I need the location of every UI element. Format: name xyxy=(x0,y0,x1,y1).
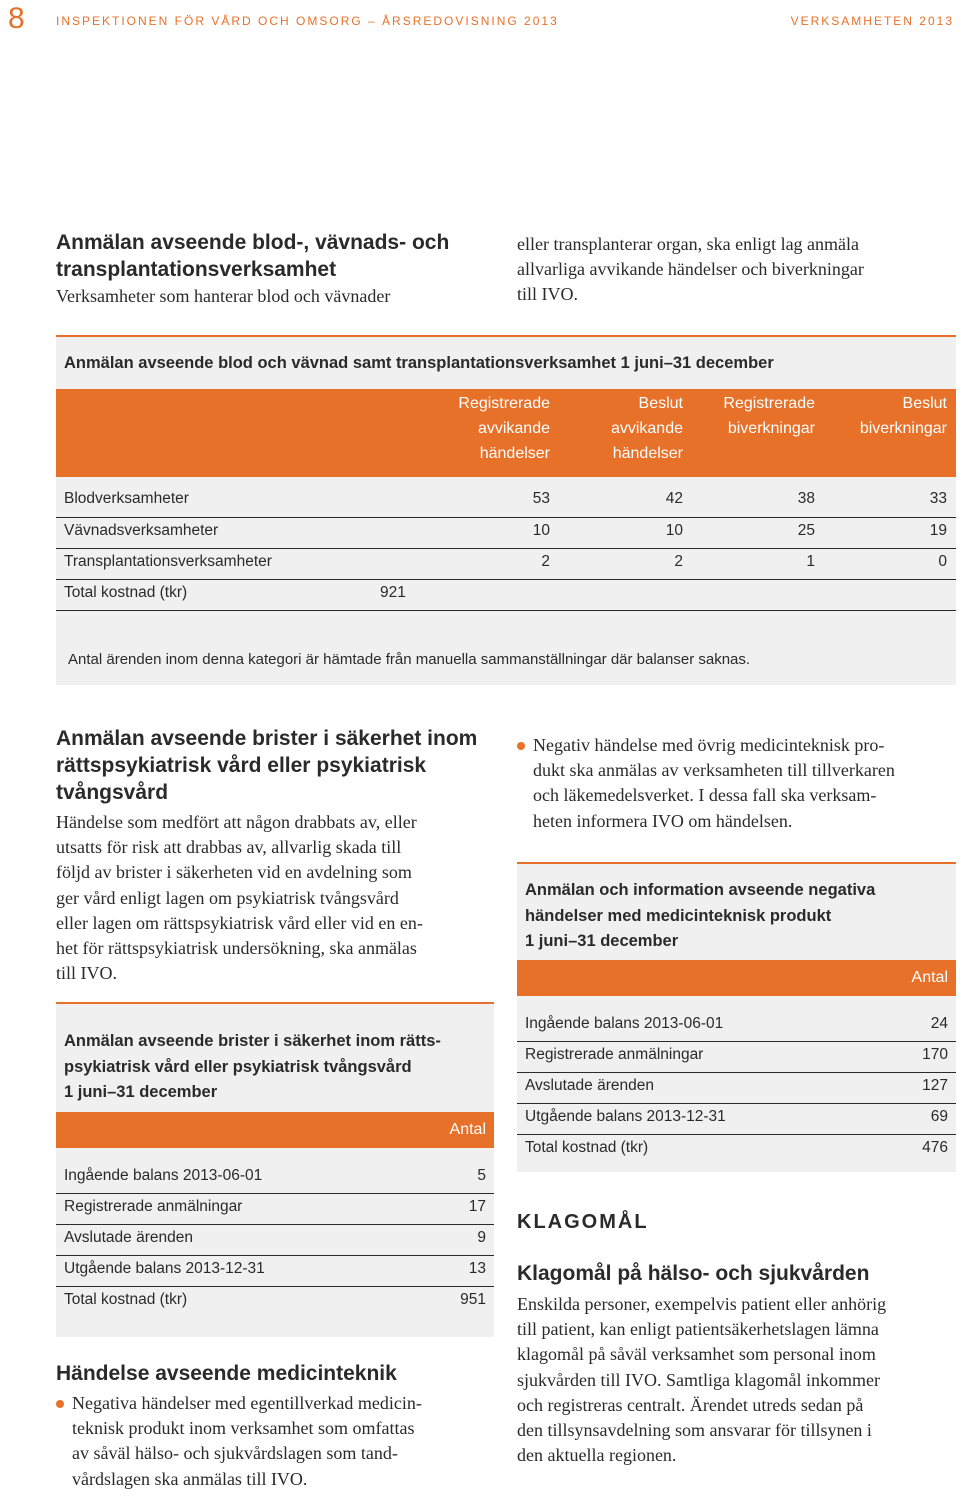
row-label: Total kostnad (tkr) xyxy=(64,1291,188,1308)
page-number: 8 xyxy=(8,2,25,35)
table-header xyxy=(517,960,956,996)
header-line: Registrerade xyxy=(458,395,550,412)
bullet-text xyxy=(533,733,895,834)
cell-value: 25 xyxy=(797,522,815,539)
text-line: Negativ händelse med övrig medicinteknisk pro- xyxy=(533,735,885,755)
bullet-icon xyxy=(56,1400,64,1408)
row-label: Avslutade ärenden xyxy=(64,1229,193,1246)
section-intro: Verksamheter som hanterar blod och vävnader xyxy=(56,286,391,306)
table-blood-tissue xyxy=(56,335,956,685)
title-line: händelser med medicinteknisk produkt xyxy=(525,906,832,925)
text-line: till patient, kan enligt patientsäkerhetslagen lämna xyxy=(517,1319,879,1340)
header-line: händelser xyxy=(479,445,550,462)
header-line: biverkningar xyxy=(859,420,947,437)
text-line: sjukvården till IVO. Samtliga klagomål inkommer xyxy=(517,1369,880,1390)
cell-value: 17 xyxy=(468,1198,486,1215)
table-row xyxy=(56,518,956,549)
table-row xyxy=(517,1042,956,1073)
text-line: het för rättspsykiatrisk undersökning, ska anmälas xyxy=(56,938,417,959)
table-footnote: Antal ärenden inom denna kategori är hämtade från manuella sammanställningar där balanser saknas. xyxy=(68,651,751,668)
table-row xyxy=(517,1011,956,1042)
cell-value: 1 xyxy=(806,553,815,570)
text-line: av såväl hälso- och sjukvårdslagen som tand- xyxy=(72,1443,398,1464)
cell-value: 0 xyxy=(938,553,947,570)
cell-value: 170 xyxy=(922,1046,948,1063)
table-medtech xyxy=(517,862,956,1172)
cell-value: 951 xyxy=(460,1291,486,1308)
section-body-psychiatric xyxy=(56,810,423,986)
table-row xyxy=(517,1073,956,1104)
cell-value: 24 xyxy=(930,1015,948,1032)
table-header xyxy=(56,1112,494,1148)
text-line: Händelse som medfört att någon drabbats av, eller xyxy=(56,812,417,832)
text-line: den tillsynsavdelning som ansvarar för tillsynen i xyxy=(517,1420,872,1441)
cell-value: 476 xyxy=(922,1139,948,1156)
section-kicker: KLAGOMÅL xyxy=(517,1211,649,1233)
header-line: biverkningar xyxy=(727,420,815,437)
row-label: Utgående balans 2013-12-31 xyxy=(525,1108,726,1125)
table-header xyxy=(56,389,956,477)
row-label: Total kostnad (tkr) xyxy=(525,1139,649,1156)
cell-value: 10 xyxy=(665,522,683,539)
table-row-total xyxy=(56,1287,494,1318)
col-header-count: Antal xyxy=(449,1121,486,1138)
col-header-decided-reactions xyxy=(827,391,947,441)
bullet-icon xyxy=(517,742,525,750)
row-label: Ingående balans 2013-06-01 xyxy=(64,1167,263,1184)
col-header-registered-reactions xyxy=(695,391,815,441)
cell-value: 33 xyxy=(929,490,947,507)
cell-value: 13 xyxy=(468,1260,486,1277)
cell-value: 127 xyxy=(922,1077,948,1094)
text-line: klagomål på såväl verksamhet som personal inom xyxy=(517,1344,876,1365)
table-row xyxy=(56,1225,494,1256)
row-label: Registrerade anmälningar xyxy=(525,1046,704,1063)
table-row xyxy=(56,1256,494,1287)
text-line: ger vård enligt lagen om psykiatrisk tvångsvård xyxy=(56,887,399,908)
cell-value: 53 xyxy=(532,490,550,507)
cell-value: 5 xyxy=(477,1167,486,1184)
text-line: vårdslagen ska anmälas till IVO. xyxy=(72,1468,308,1489)
text-line: till IVO. xyxy=(517,284,578,304)
text-line: följd av brister i säkerheten vid en avdelning som xyxy=(56,862,412,883)
text-line: allvarliga avvikande händelser och biverkningar xyxy=(517,259,864,279)
cell-value: 19 xyxy=(929,522,947,539)
row-label: Ingående balans 2013-06-01 xyxy=(525,1015,724,1032)
cell-value: 10 xyxy=(532,522,550,539)
header-line: Beslut xyxy=(638,395,683,412)
table-row xyxy=(56,1163,494,1194)
section-heading-complaints: Klagomål på hälso- och sjukvården xyxy=(517,1262,870,1285)
section-heading-psychiatric xyxy=(56,725,477,806)
cell-value: 9 xyxy=(477,1229,486,1246)
section-intro-continued xyxy=(517,232,864,307)
table-row-total xyxy=(56,580,956,611)
heading-line: rättspsykiatrisk vård eller psykiatrisk xyxy=(56,754,427,777)
table-row xyxy=(56,549,956,580)
text-line: den aktuella regionen. xyxy=(517,1445,677,1466)
header-line: avvikande xyxy=(477,420,550,437)
section-heading-blood-tissue xyxy=(56,229,449,283)
table-psychiatric xyxy=(56,1002,494,1337)
running-head-left: INSPEKTIONEN FÖR VÅRD OCH OMSORG – ÅRSREDOVISNING 2013 xyxy=(56,14,559,28)
bullet-text xyxy=(72,1391,422,1492)
table-row xyxy=(56,1194,494,1225)
col-header-registered-events xyxy=(430,391,550,466)
cell-value: 42 xyxy=(665,490,683,507)
row-label: Blodverksamheter xyxy=(64,490,189,507)
cell-value: 2 xyxy=(541,553,550,570)
table-title xyxy=(64,1029,441,1106)
text-line: Enskilda personer, exempelvis patient eller anhörig xyxy=(517,1294,887,1314)
cell-value: 2 xyxy=(674,553,683,570)
table-row xyxy=(517,1104,956,1135)
table-row-total xyxy=(517,1135,956,1166)
header-line: Registrerade xyxy=(723,395,815,412)
header-line: avvikande xyxy=(610,420,683,437)
text-line: till IVO. xyxy=(56,963,117,984)
heading-line: tvångsvård xyxy=(56,781,169,804)
row-label: Utgående balans 2013-12-31 xyxy=(64,1260,265,1277)
table-title xyxy=(525,878,875,955)
cell-value: 69 xyxy=(930,1108,948,1125)
text-line: teknisk produkt inom verksamhet som omfattas xyxy=(72,1418,415,1439)
title-line: Anmälan och information avseende negativa xyxy=(525,881,876,899)
col-header-count: Antal xyxy=(911,969,948,986)
title-line: psykiatrisk vård eller psykiatrisk tvångsvård xyxy=(64,1057,412,1076)
col-header-decided-events xyxy=(563,391,683,466)
row-label: Registrerade anmälningar xyxy=(64,1198,243,1215)
total-value: 921 xyxy=(380,584,406,601)
text-line: dukt ska anmälas av verksamheten till tillverkaren xyxy=(533,760,895,781)
text-line: heten informera IVO om händelsen. xyxy=(533,810,793,831)
text-line: Negativa händelser med egentillverkad medicin- xyxy=(72,1393,422,1413)
text-line: utsatts för risk att drabbas av, allvarlig skada till xyxy=(56,837,402,858)
section-heading-medtech: Händelse avseende medicinteknik xyxy=(56,1362,397,1385)
row-label: Avslutade ärenden xyxy=(525,1077,654,1094)
section-body-complaints xyxy=(517,1292,886,1468)
header-line: Beslut xyxy=(902,395,947,412)
table-title: Anmälan avseende blod och vävnad samt transplantationsverksamhet 1 juni–31 december xyxy=(64,354,774,372)
title-line: Anmälan avseende brister i säkerhet inom rätts- xyxy=(64,1032,441,1050)
title-line: 1 juni–31 december xyxy=(64,1083,218,1101)
text-line: och läkemedelsverket. I dessa fall ska verksam- xyxy=(533,785,877,806)
cell-value: 38 xyxy=(797,490,815,507)
row-label: Vävnadsverksamheter xyxy=(64,522,219,539)
row-label: Transplantationsverksamheter xyxy=(64,553,272,570)
header-line: händelser xyxy=(612,445,683,462)
table-row xyxy=(56,487,956,518)
heading-line: Anmälan avseende brister i säkerhet inom xyxy=(56,727,478,750)
text-line: eller lagen om rättspsykiatrisk vård eller vid en en- xyxy=(56,912,423,933)
heading-line: Anmälan avseende blod-, vävnads- och xyxy=(56,231,450,254)
text-line: och registreras centralt. Ärendet utreds sedan på xyxy=(517,1394,864,1415)
row-label: Total kostnad (tkr) xyxy=(64,584,188,601)
title-line: 1 juni–31 december xyxy=(525,932,679,950)
heading-line: transplantationsverksamhet xyxy=(56,258,337,281)
text-line: eller transplanterar organ, ska enligt lag anmäla xyxy=(517,234,860,254)
running-head-right: VERKSAMHETEN 2013 xyxy=(790,14,954,28)
